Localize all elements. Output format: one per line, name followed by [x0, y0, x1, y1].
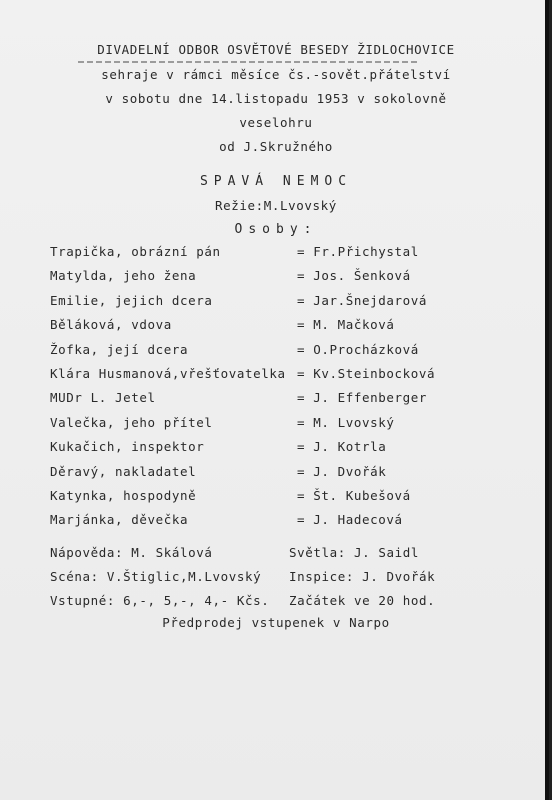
prompter-credit: Nápověda: M. Skálová — [50, 545, 213, 560]
intro-line-4: od J.Skružného — [219, 139, 333, 154]
start-time-line: Začátek ve 20 hod. — [289, 593, 436, 608]
cast-role: Klára Husmanová,vřešťovatelka — [50, 366, 286, 381]
cast-role: Valečka, jeho přítel — [50, 415, 213, 430]
play-title: SPAVÁ NEMOC — [199, 174, 353, 189]
cast-actor: = J. Hadecová — [297, 512, 403, 527]
presale-line: Předprodej vstupenek v Narpo — [162, 615, 390, 630]
inspice-credit: Inspice: J. Dvořák — [289, 569, 436, 584]
cast-actor: = M. Lvovský — [297, 415, 395, 430]
cast-role: Běláková, vdova — [50, 317, 172, 332]
organization-header: DIVADELNÍ ODBOR OSVĚTOVÉ BESEDY ŽIDLOCHOVICE — [97, 42, 455, 57]
overtyped-strike — [78, 61, 418, 63]
cast-role: Děravý, nakladatel — [50, 464, 197, 479]
cast-heading: Osoby: — [234, 222, 318, 237]
scene-credit: Scéna: V.Štiglic,M.Lvovský — [50, 569, 262, 584]
cast-role: Trapička, obrázní pán — [50, 244, 221, 259]
director-line: Režie:M.Lvovský — [215, 198, 337, 213]
cast-actor: = J. Kotrla — [297, 439, 387, 454]
lights-credit: Světla: J. Saidl — [289, 545, 420, 560]
cast-role: Marjánka, děvečka — [50, 512, 189, 527]
cast-role: Emilie, jejich dcera — [50, 293, 213, 308]
intro-line-3: veselohru — [239, 115, 313, 130]
tickets-line: Vstupné: 6,-, 5,-, 4,- Kčs. — [50, 593, 270, 608]
cast-actor: = Št. Kubešová — [297, 488, 411, 503]
cast-role: Katynka, hospodyně — [50, 488, 197, 503]
cast-actor: = Kv.Steinbocková — [297, 366, 436, 381]
cast-actor: = M. Mačková — [297, 317, 395, 332]
cast-role: MUDr L. Jetel — [50, 390, 156, 405]
cast-role: Žofka, její dcera — [50, 342, 189, 357]
cast-actor: = Fr.Přichystal — [297, 244, 419, 259]
intro-line-1: sehraje v rámci měsíce čs.-sovět.přátelství — [101, 67, 451, 82]
cast-actor: = Jar.Šnejdarová — [297, 293, 428, 308]
cast-actor: = J. Dvořák — [297, 464, 387, 479]
intro-line-2: v sobotu dne 14.listopadu 1953 v sokolovně — [105, 91, 447, 106]
cast-actor: = O.Procházková — [297, 342, 419, 357]
cast-role: Kukačich, inspektor — [50, 439, 205, 454]
cast-actor: = Jos. Šenková — [297, 268, 411, 283]
cast-role: Matylda, jeho žena — [50, 268, 197, 283]
cast-actor: = J. Effenberger — [297, 390, 428, 405]
